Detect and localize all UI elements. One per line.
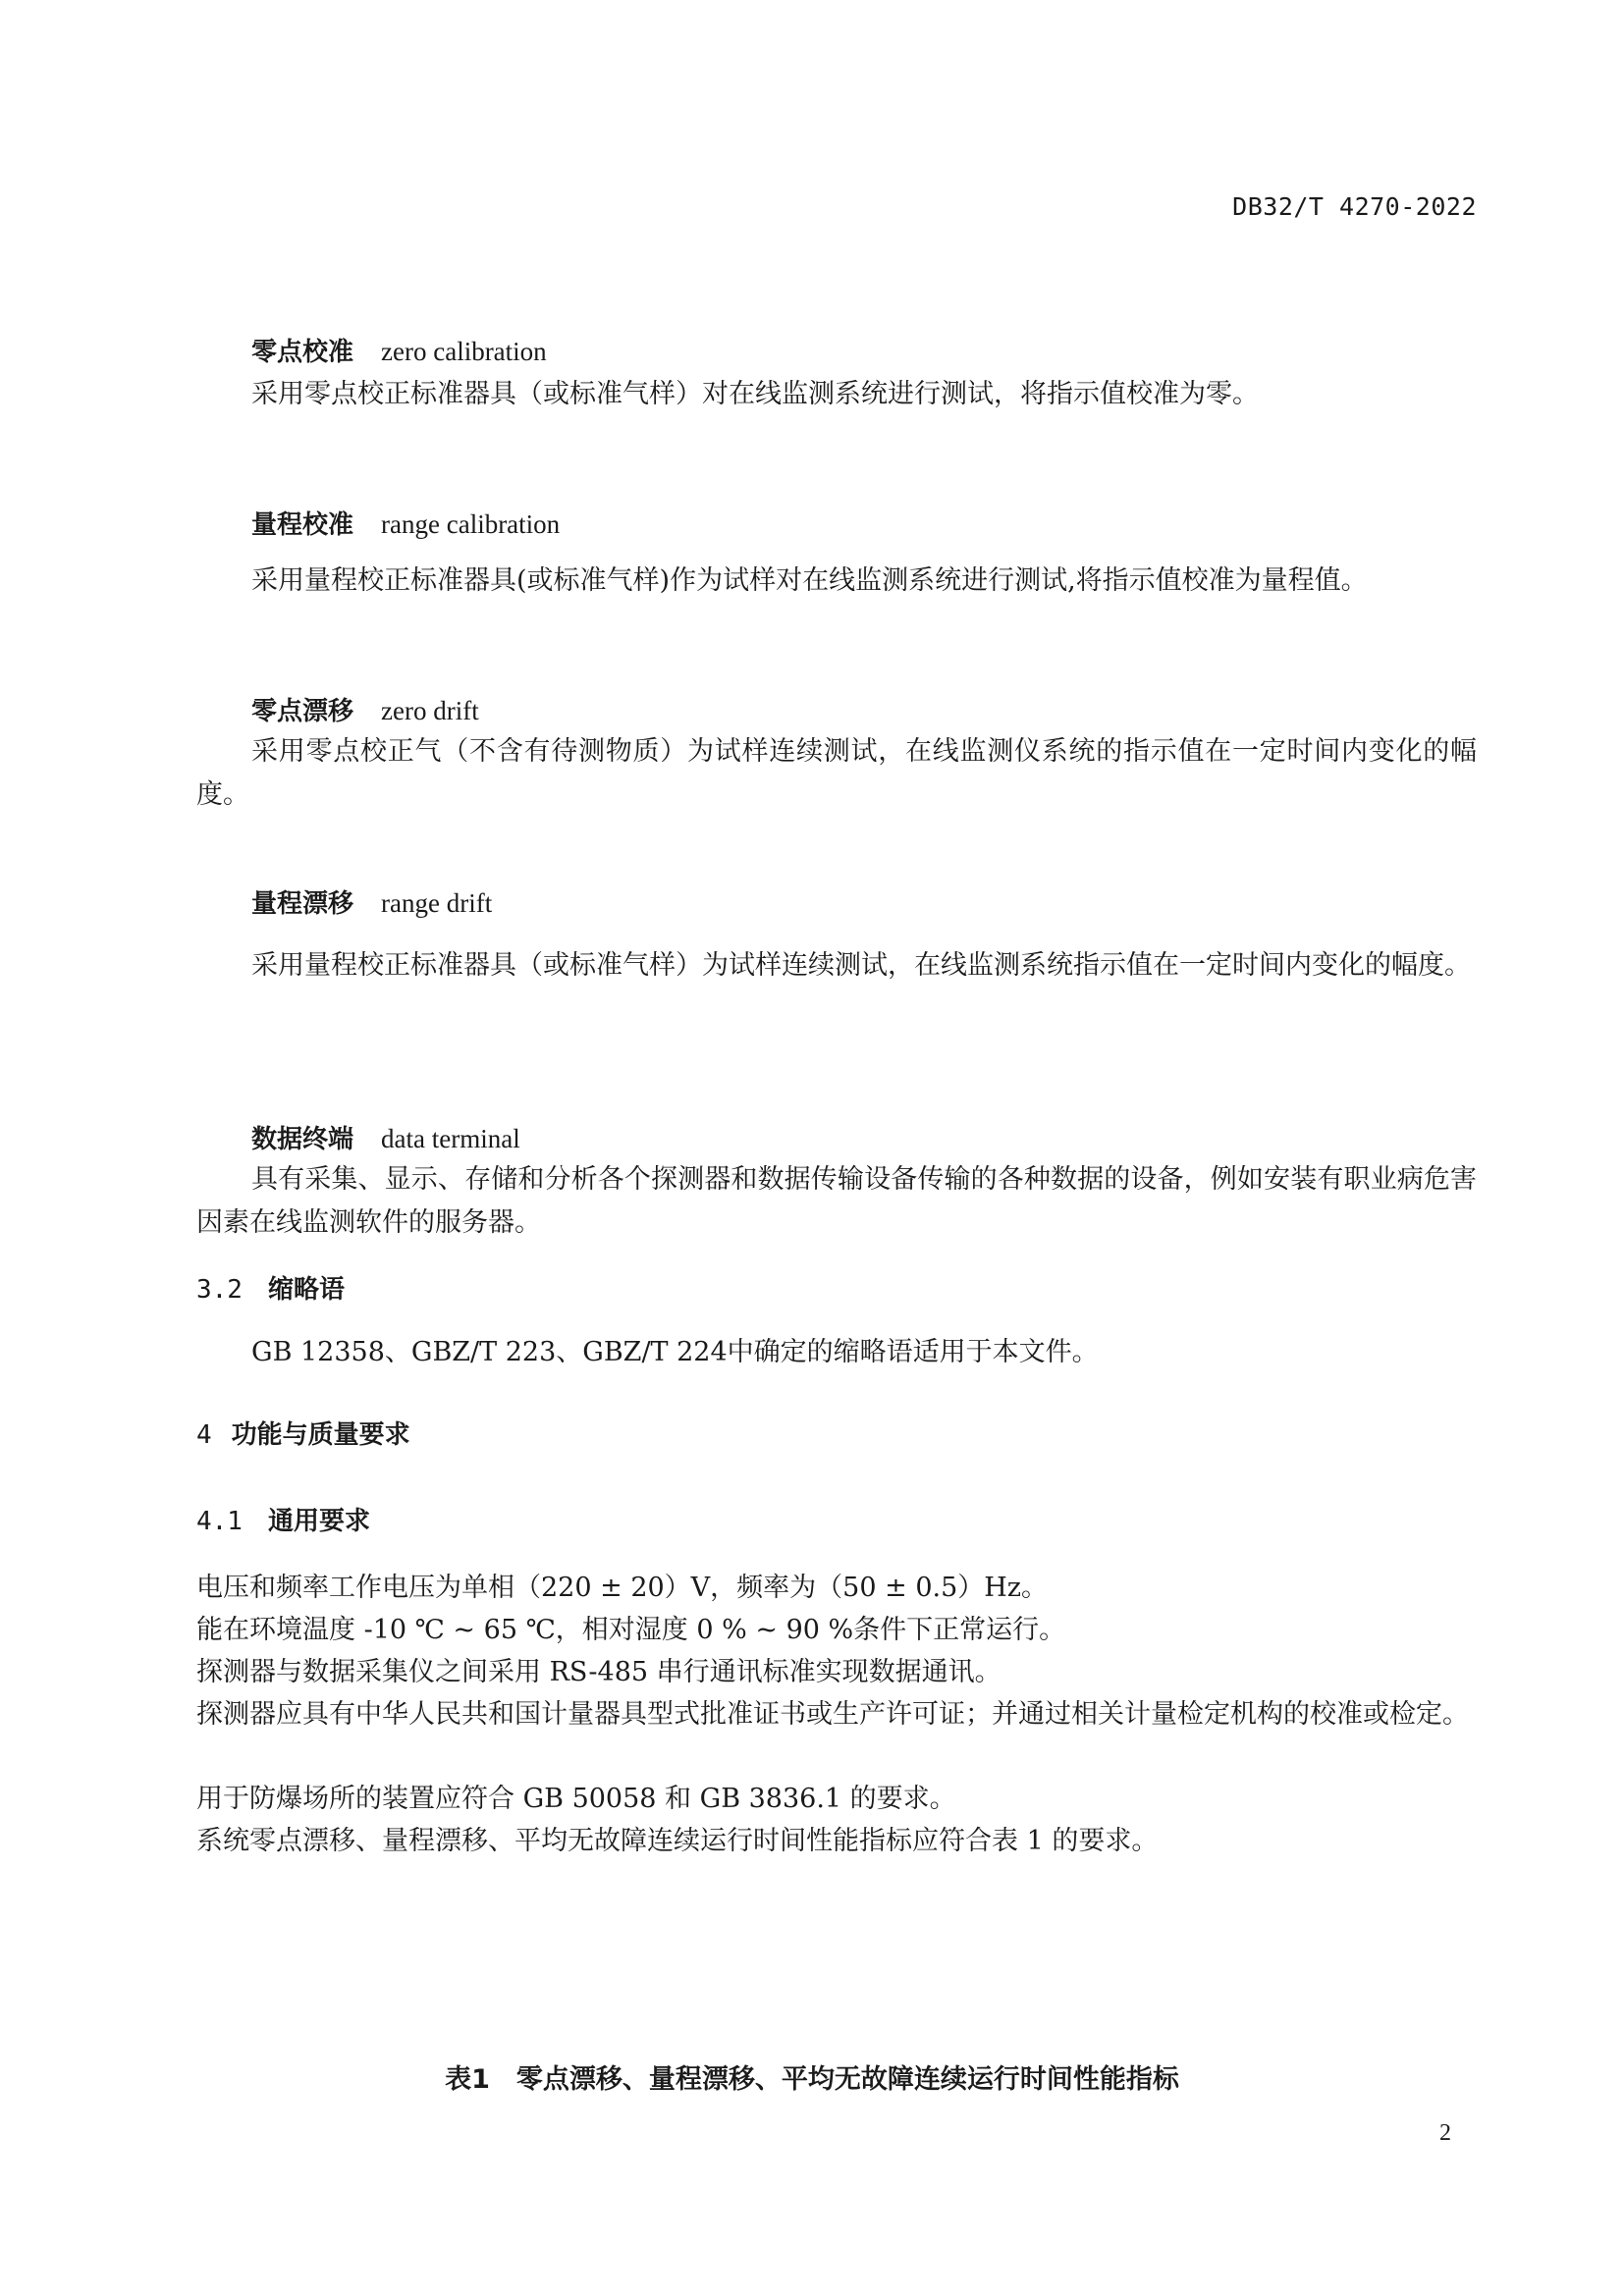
term-definition: 采用零点校正标准器具（或标准气样）对在线监测系统进行测试，将指示值校准为零。 (251, 379, 1259, 409)
standard-code: DB32/T 4270-2022 (1232, 192, 1477, 221)
section-number: 3.2 (196, 1275, 243, 1305)
term-title-range-calibration (251, 507, 560, 543)
section-title: 功能与质量要求 (231, 1420, 410, 1450)
section-number: 4.1 (196, 1507, 243, 1536)
page-number: 2 (1439, 2120, 1451, 2146)
term-definition: 具有采集、显示、存储和分析各个探测器和数据传输设备传输的各种数据的设备，例如安装有职业病危害因素在线监测软件的服务器。 (196, 1164, 1477, 1238)
term-definition: 采用量程校正标准器具（或标准气样）为试样连续测试，在线监测系统指示值在一定时间内变化的幅度。 (251, 950, 1471, 981)
term-zh: 量程校准 (251, 510, 354, 540)
section-heading-4 (196, 1417, 410, 1453)
requirement-item: 能在环境温度 -10 ℃ ~ 65 ℃，相对湿度 0 % ~ 90 %条件下正常运行。 (196, 1615, 1066, 1645)
abbreviations-text: GB 12358、GBZ/T 223、GBZ/T 224中确定的缩略语适用于本文件。 (251, 1337, 1099, 1367)
section-heading-4-1 (196, 1504, 370, 1539)
term-title-zero-calibration (251, 334, 547, 370)
term-title-zero-drift (251, 693, 479, 729)
section-number: 4 (196, 1420, 212, 1450)
section-heading-3-2 (196, 1272, 345, 1308)
requirement-item: 用于防爆场所的装置应符合 GB 50058 和 GB 3836.1 的要求。 (196, 1784, 956, 1814)
term-definition: 采用零点校正气（不含有待测物质）为试样连续测试，在线监测仪系统的指示值在一定时间内变化的幅度。 (196, 736, 1477, 810)
term-en: data terminal (381, 1124, 520, 1153)
term-definition: 采用量程校正标准器具(或标准气样)作为试样对在线监测系统进行测试,将指示值校准为量程值。 (251, 565, 1368, 596)
term-en: range drift (381, 888, 493, 918)
term-zh: 零点漂移 (251, 697, 354, 726)
term-title-range-drift (251, 885, 492, 922)
requirement-item: 探测器应具有中华人民共和国计量器具型式批准证书或生产许可证；并通过相关计量检定机构的校准或检定。 (196, 1699, 1469, 1730)
requirement-item: 探测器与数据采集仪之间采用 RS-485 串行通讯标准实现数据通讯。 (196, 1657, 1001, 1687)
term-title-data-terminal (251, 1121, 520, 1157)
term-zh: 零点校准 (251, 338, 354, 367)
term-en: zero drift (381, 696, 479, 725)
section-title: 通用要求 (267, 1507, 370, 1536)
term-en: range calibration (381, 509, 561, 539)
term-en: zero calibration (381, 337, 547, 366)
requirement-item: 电压和频率工作电压为单相（220 ± 20）V，频率为（50 ± 0.5）Hz。 (196, 1573, 1049, 1603)
requirement-item: 系统零点漂移、量程漂移、平均无故障连续运行时间性能指标应符合表 1 的要求。 (196, 1826, 1159, 1856)
table-title: 表1 零点漂移、量程漂移、平均无故障连续运行时间性能指标 (445, 2064, 1179, 2095)
term-zh: 量程漂移 (251, 889, 354, 919)
term-zh: 数据终端 (251, 1125, 354, 1154)
section-title: 缩略语 (267, 1275, 345, 1305)
